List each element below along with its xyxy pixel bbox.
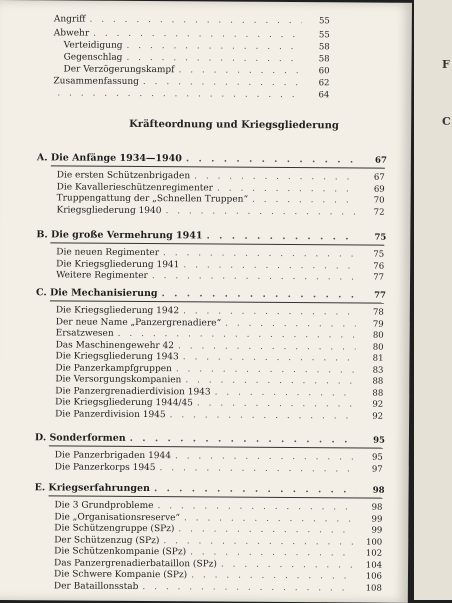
margin-letter-2: C xyxy=(442,115,451,128)
facing-page-edge xyxy=(414,0,452,600)
toc-entry-page: 62 xyxy=(318,78,330,89)
dot-leader xyxy=(159,461,354,476)
dot-leader xyxy=(142,580,354,595)
toc-entry-title: Der Verzögerungskampf xyxy=(63,64,175,76)
toc-entry-title: Die 3 Grundprobleme xyxy=(54,500,154,512)
dot-leader xyxy=(57,86,301,102)
section-title-title: B. Die große Vermehrung 1941 xyxy=(36,229,203,242)
toc-entry-title: Die Panzerkorps 1945 xyxy=(54,461,156,473)
toc-entry-page: 97 xyxy=(371,464,383,475)
toc-entry-title: Die Panzerdivision 1945 xyxy=(55,408,166,420)
section-heading: Kräfteordnung und Kriegsgliederung xyxy=(129,118,339,132)
toc-entry-title: Verteidigung xyxy=(63,40,123,51)
toc-entry-page: 108 xyxy=(365,583,382,594)
toc-entry-page: 55 xyxy=(318,30,330,41)
toc-entry-page: 79 xyxy=(372,319,384,330)
toc-entry-title: Die „Organisationsreserve“ xyxy=(54,511,181,523)
toc-entry-page: 80 xyxy=(372,342,384,353)
toc-entry-page: 98 xyxy=(371,502,383,513)
toc-entry-page: 106 xyxy=(365,571,383,582)
toc-entry-title: Der Bataillonsstab xyxy=(53,580,139,592)
toc-entry-page: 99 xyxy=(371,525,383,536)
toc-entry-title: Abwehr xyxy=(53,28,90,39)
section-title-title: E. Kriegserfahrungen xyxy=(34,482,151,495)
toc-entry-page: 100 xyxy=(365,537,383,548)
toc-entry-title: Die neuen Regimenter xyxy=(56,247,160,259)
toc-entry-title: Zusammenfassung xyxy=(53,76,139,87)
toc-entry-title: Die Versorgungskompanien xyxy=(55,374,182,386)
toc-entry-page: 95 xyxy=(371,452,383,463)
dot-leader xyxy=(170,408,356,423)
toc-entry-title: Die Kriegsgliederung 1942 xyxy=(55,305,180,317)
toc-entry-page: 92 xyxy=(372,399,384,410)
toc-entry-page: 104 xyxy=(365,560,383,571)
section-title-page: 75 xyxy=(374,232,387,243)
dot-leader xyxy=(165,204,356,219)
toc-entry-page: 58 xyxy=(318,42,330,53)
toc-entry-title: Der neue Name „Panzergrenadiere“ xyxy=(55,316,222,329)
toc-entry-page: 70 xyxy=(373,195,385,206)
toc-entry xyxy=(55,460,383,476)
toc-entry-page: 80 xyxy=(372,330,384,341)
margin-letter-1: F xyxy=(442,58,450,71)
toc-entry-page: 81 xyxy=(372,353,384,364)
toc-entry-page: 88 xyxy=(372,376,384,387)
dot-leader xyxy=(154,482,357,497)
section-title-page: 77 xyxy=(374,290,386,301)
toc-entry-title: Die Schützenkompanie (SPz) xyxy=(54,546,187,558)
toc-entry-title: Ersatzwesen xyxy=(55,328,114,339)
toc-entry-title: Kriegsgliederung 1940 xyxy=(56,204,162,216)
toc-entry-title: Truppengattung der „Schnellen Truppen“ xyxy=(56,193,249,205)
toc-entry-title: Die ersten Schützenbrigaden xyxy=(56,170,191,182)
toc-entry-page: 102 xyxy=(365,548,383,559)
toc-entry-page: 78 xyxy=(372,307,384,318)
toc-entry-title: Die Panzerbrigaden 1944 xyxy=(54,450,172,462)
toc-entry-title: Die Schwere Kompanie (SPz) xyxy=(53,569,188,581)
toc-entry xyxy=(53,86,329,102)
dot-leader xyxy=(152,269,356,284)
toc-entry-page: 77 xyxy=(373,272,385,283)
toc-entry xyxy=(56,268,384,284)
toc-entry-page: 88 xyxy=(372,388,384,399)
section-title-page: 98 xyxy=(372,485,385,496)
toc-entry xyxy=(55,407,383,423)
toc-entry-title: Das Maschinengewehr 42 xyxy=(55,339,175,351)
section-title-title: A. Die Anfänge 1934—1940 xyxy=(36,152,182,165)
toc-entry-page: 69 xyxy=(373,184,385,195)
toc-entry-title: Das Panzergrenadierbataillon (SPz) xyxy=(54,557,217,570)
section-title-page: 95 xyxy=(373,435,385,446)
toc-entry-title: Die Kriegsgliederung 1943 xyxy=(55,351,179,363)
dot-leader xyxy=(186,152,359,167)
toc-entry-page: 75 xyxy=(373,249,385,260)
toc-entry-page: 83 xyxy=(372,365,384,376)
toc-entry xyxy=(54,579,382,595)
toc-entry-page: 76 xyxy=(373,261,385,272)
toc-entry-page: 72 xyxy=(373,207,385,218)
toc-entry-page: 92 xyxy=(372,411,384,422)
toc-entry xyxy=(56,203,384,219)
toc-entry-title: Weitere Regimenter xyxy=(56,270,148,282)
toc-entry-title: Die Kriegsgliederung 1941 xyxy=(56,258,180,270)
toc-entry-page: 64 xyxy=(318,90,330,101)
toc-entry-title: Der Schützenzug (SPz) xyxy=(54,534,160,546)
toc-entry-title: Angriff xyxy=(53,14,86,25)
dot-leader xyxy=(161,287,357,302)
toc-entry-page: 67 xyxy=(373,172,385,183)
toc-entry-page: 60 xyxy=(318,66,330,77)
dot-leader xyxy=(89,13,301,28)
section-title-title: D. Sonderformen xyxy=(34,432,126,444)
toc-entry-title: Gegenschlag xyxy=(63,52,123,63)
toc-entry-title: Die Kavallerieschützenregimenter xyxy=(56,181,214,193)
toc-entry-title: Die Kriegsgliederung 1944/45 xyxy=(55,397,193,409)
section-title-title: C. Die Mechanisierung xyxy=(35,287,158,300)
toc-entry-title: Die Schützengruppe (SPz) xyxy=(54,523,175,535)
toc-entry-title: Die Panzergrenadierdivision 1943 xyxy=(55,385,211,397)
toc-entry-page: 55 xyxy=(318,16,330,27)
toc-entry-page: 58 xyxy=(318,54,330,65)
dot-leader xyxy=(206,229,358,244)
section-title-page: 67 xyxy=(375,155,387,166)
toc-entry-page: 99 xyxy=(371,514,383,525)
toc-entry-title: Die Panzerkampfgruppen xyxy=(55,362,172,374)
